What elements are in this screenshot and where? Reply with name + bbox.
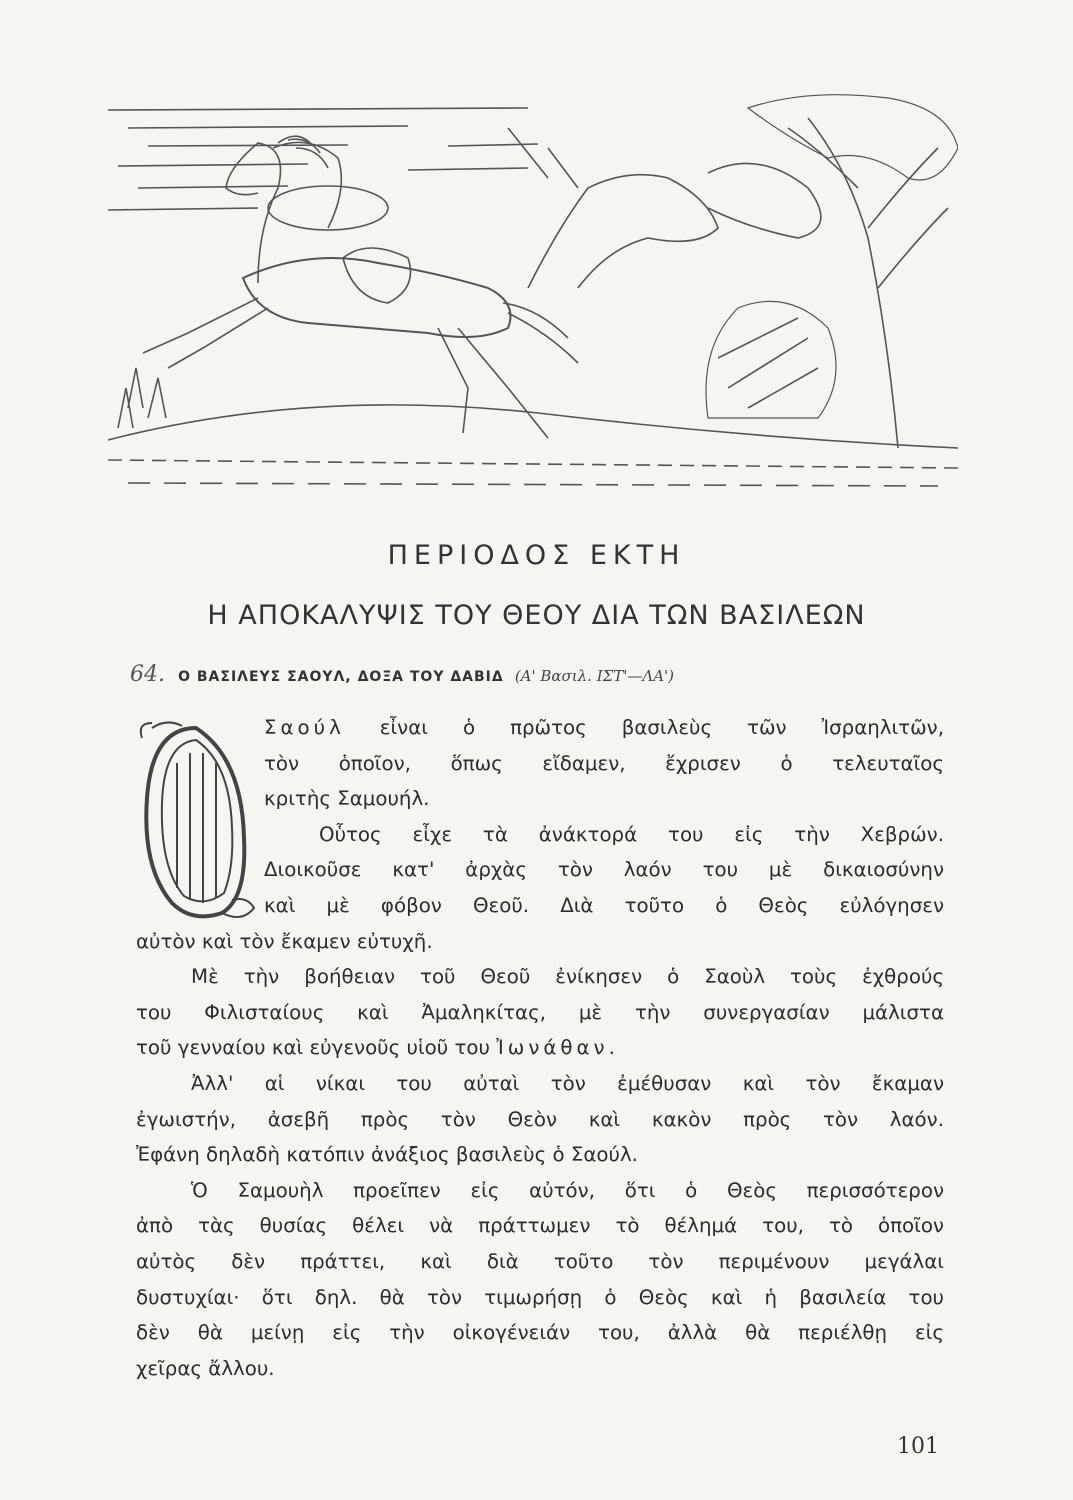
chapter-illustration [108, 88, 958, 500]
paragraph-4 [136, 1066, 944, 1173]
first-word: Σαούλ [264, 716, 345, 739]
lesson-body [136, 710, 944, 1386]
paragraph-2 [264, 817, 944, 924]
falling-rider-engraving [108, 88, 958, 500]
paragraph-3 [136, 959, 944, 1066]
lesson-number: 64. [130, 662, 165, 687]
lesson-heading [130, 662, 950, 687]
page-number: 101 [897, 1434, 939, 1459]
text-line: τὸν ὁποῖον, ὅπως εἴδαμεν, ἔχρισεν ὁ τελευταῖος [264, 751, 944, 775]
text-line: χεῖρας ἄλλου. [136, 1356, 275, 1380]
text-line: αὐτὸν καὶ τὸν ἔκαμεν εὐτυχῆ. [136, 929, 433, 953]
text-line: αὐτὸς δὲν πράττει, καὶ διὰ τοῦτο τὸν περιμένουν μεγάλαι [136, 1249, 944, 1273]
lesson-title: Ο ΒΑΣΙΛΕΥΣ ΣΑΟΥΛ, ΔΟΞΑ ΤΟΥ ΔΑΒΙΔ [178, 669, 504, 685]
text-line: καὶ μὲ φόβον Θεοῦ. Διὰ τοῦτο ὁ Θεὸς εὐλόγησεν [264, 893, 944, 917]
paragraph-1 [264, 710, 944, 817]
text-line: Μὲ τὴν βοήθειαν τοῦ Θεοῦ ἐνίκησεν ὁ Σαοὺλ τοὺς ἐχθρούς [191, 965, 944, 989]
text-line: κριτὴς Σαμουήλ. [264, 787, 430, 811]
text-line: δὲν θὰ μείνῃ εἰς τὴν οἰκογένειάν του, ἀλλὰ θὰ περιέλθῃ εἰς [136, 1321, 944, 1345]
text-line: τοῦ γενναίου καὶ εὐγενοῦς υἱοῦ του [136, 1036, 497, 1060]
period-title: ΠΕΡΙΟΔΟΣ ΕΚΤΗ [387, 540, 686, 571]
text-line: δυστυχίαι· ὅτι δηλ. θὰ τὸν τιμωρήσῃ ὁ Θεὸς καὶ ἡ βασιλεία του [136, 1285, 944, 1309]
text-line: Ὁ Σαμουὴλ προεῖπεν εἰς αὐτόν, ὅτι ὁ Θεὸς περισσότερον [191, 1178, 944, 1202]
text-line: ἐγωιστήν, ἀσεβῆ πρὸς τὸν Θεὸν καὶ κακὸν πρὸς τὸν λαόν. [136, 1107, 944, 1131]
text-line: Ἐφάνη δηλαδὴ κατόπιν ἀνάξιος βασιλεὺς ὁ Σαούλ. [136, 1143, 638, 1167]
lesson-reference: (Α' Βασιλ. ΙΣΤ'—ΛΑ') [514, 667, 675, 685]
text-line: Διοικοῦσε κατ' ἀρχὰς τὸν λαόν του μὲ δικαιοσύνην [264, 858, 944, 882]
text-line: Ἀλλ' αἱ νίκαι του αὐταὶ τὸν ἐμέθυσαν καὶ τὸν ἔκαμαν [191, 1071, 944, 1095]
text-line: του Φιλισταίους καὶ Ἀμαληκίτας, μὲ τὴν συνεργασίαν μάλιστα [136, 1000, 944, 1024]
son-name: Ἰωνάθαν. [496, 1036, 619, 1060]
text-line: Οὗτος εἶχε τὰ ἀνάκτορά του εἰς τὴν Χεβρών. [319, 822, 944, 846]
text-line: εἶναι ὁ πρῶτος βασιλεὺς τῶν Ἰσραηλιτῶν, [344, 716, 944, 739]
paragraph-5 [136, 1173, 944, 1387]
section-title: Η ΑΠΟΚΑΛΥΨΙΣ ΤΟΥ ΘΕΟΥ ΔΙΑ ΤΩΝ ΒΑΣΙΛΕΩΝ [207, 600, 866, 631]
text-line: ἀπὸ τὰς θυσίας θέλει νὰ πράττωμεν τὸ θέλημά του, τὸ ὁποῖον [136, 1214, 944, 1238]
